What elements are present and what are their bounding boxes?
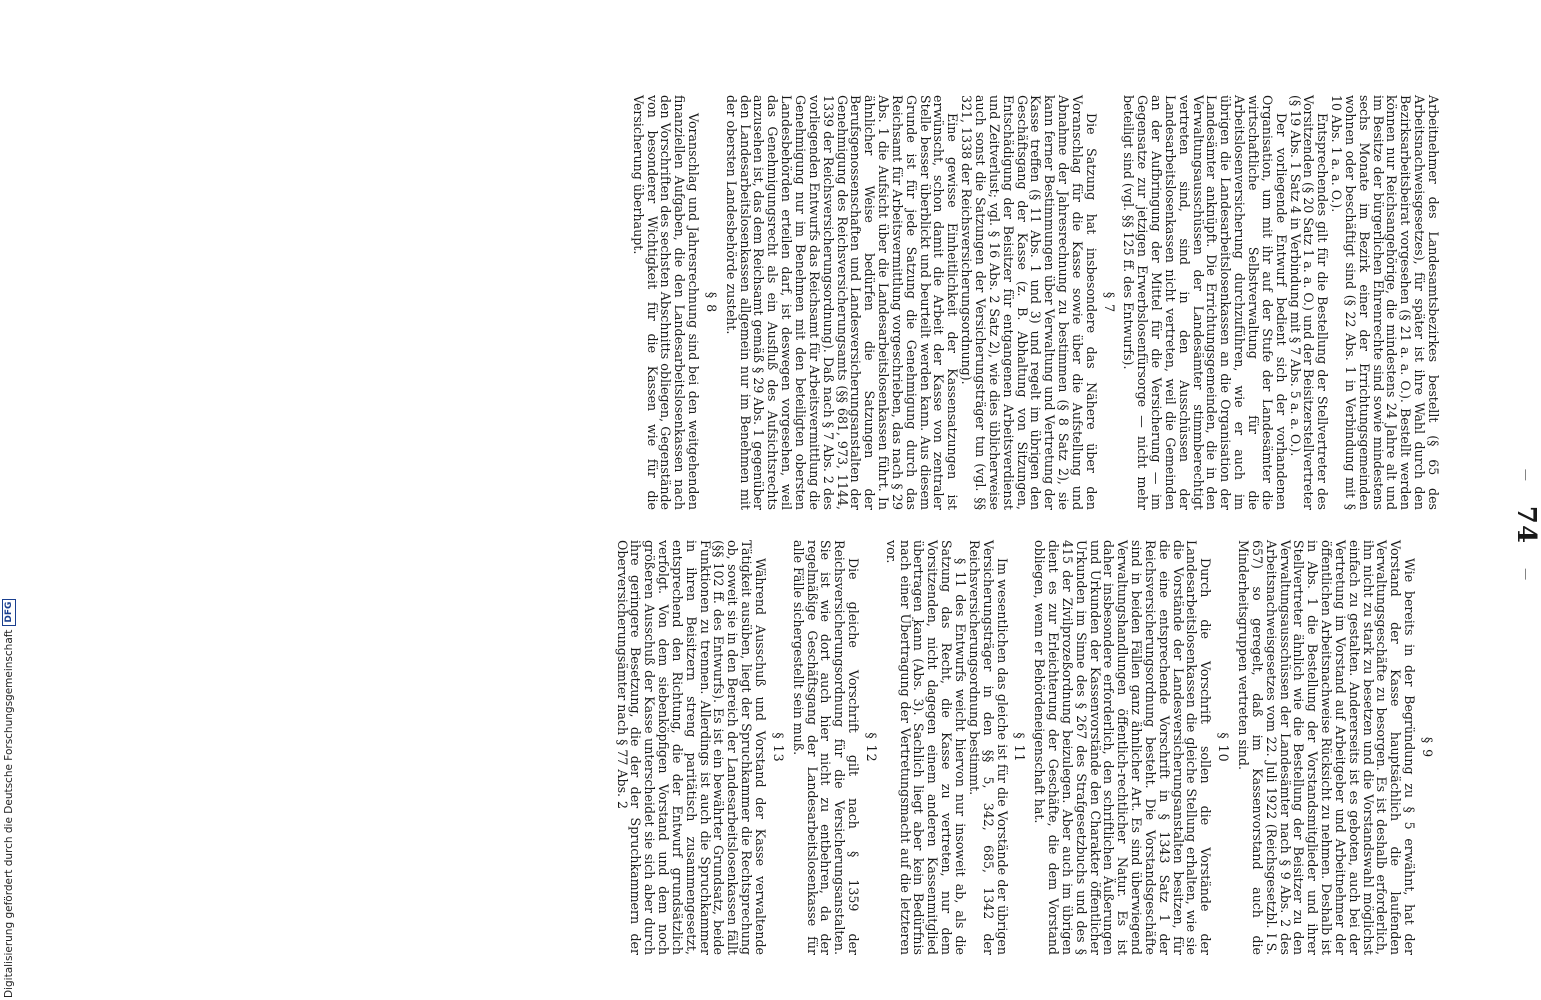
paragraph: Der vorliegende Entwurf bedient sich der vorhandenen Organisation, um mit ihr auf der Stufe der Landesämter die wirtschaftliche Selbstverwaltung für die Arbeitslosenversicherung durchzuführen, wie er auch im übrigen die Landesarbeitslosenkassen an die Organisation der Landesämter anknüpft. Die Errichtungsgemeinden, die in den Verwaltungsausschüssen der Landesämter stimmberechtigt vertreten sind, sind in den Ausschüssen der Landesarbeitslosenkassen nicht vertreten, weil die Gemeinden an der Aufbringung der Mittel für die Versicherung — im Gegensatze zur jetzigen Erwerbslosenfürsorge — nicht mehr beteiligt sind (vgl. §§ 125 ff. des Entwurfs).: [1121, 95, 1289, 510]
digitization-footer: [2, 599, 16, 998]
paragraph: Voranschlag und Jahresrechnung sind bei den weitgehenden finanziellen Aufgaben, die den Landesarbeitslosenkassen nach den Vorschriften des sechsten Abschnitts obliegen, Gegenstände von besonderer Wichtigkeit für die Kassen wie für die Versicherung überhaupt.: [630, 95, 702, 510]
paragraph: Während Ausschuß und Vorstand der Kasse verwaltende Tätigkeit ausüben, liegt der Spruchkammer die Rechtsprechung ob, soweit sie in den Bereich der Landesarbeitslosenkassen fällt (§§ 102 ff. des Entwurfs). Es ist ein bewährter Grundsatz, beide Funktionen zu trennen. Allerdings ist auch die Spruchkammer in ihren Beisitzern streng paritätisch zusammengesetzt, entsprechend den Richtung, die der Entwurf grundsätzlich verfolgt. Von dem siebenköpfigen Vorstand und dem noch größeren Ausschuß der Kasse unterscheidet sie sich aber durch ihre geringere Besetzung, die der der Spruchkammern der Oberversicherungsämter nach § 77 Abs. 2: [614, 540, 769, 955]
paragraph: Wie bereits in der Begründung zu § 5 erwähnt, hat der Vorstand der Kasse hauptsächlich die laufenden Verwaltungsgeschäfte zu besorgen. Es ist deshalb erforderlich, ihn nicht zu stark zu besetzen und die Vorstandswahl möglichst einfach zu gestalten. Andererseits ist es geboten, auch bei der Vertretung im Vorstand auf Arbeitgeber und Arbeitnehmer der öffentlichen Arbeitsnachweise Rücksicht zu nehmen. Deshalb ist in Abs. 1 die Bestellung der Vorstandsmitglieder und ihrer Stellvertreter ähnlich wie die Bestellung der Beisitzer zu den Verwaltungsausschüssen der Landesämter nach § 9 Abs. 2 des Arbeitsnachweisgesetzes vom 22. Juli 1922 (Reichsgesetzbl. I S. 657) so geregelt, daß im Kassenvorstand auch die Minderheitsgruppen vertreten sind.: [1236, 540, 1418, 955]
rotated-page: [120, 95, 1541, 955]
right-column: [615, 540, 1440, 955]
section-heading: § 11: [1012, 732, 1028, 763]
paragraph: Die gleiche Vorschrift gilt nach § 1359 der Reichsversicherungsordnung für die Versicherungsanstalten. Sie ist wie dort auch hier nicht zu entbehren, da der regelmäßige Geschäftsgang der Landesarbeitslosenkasse für alle Fälle sichergestellt sein muß.: [790, 540, 862, 955]
paragraph: Entsprechendes gilt für die Bestellung der Stellvertreter des Vorsitzenden (§ 20 Satz 1 a. a. O.) und der Beisitzerstellvertreter (§ 19 Abs. 1 Satz 4 in Verbindung mit § 7 Abs. 5 a. a. O.).: [1287, 95, 1331, 510]
section-heading: § 10: [1216, 732, 1232, 763]
header-dash-right: —: [1518, 568, 1533, 582]
dfg-logo: DFG: [2, 599, 16, 626]
footer-text: Digitalisierung gefördert durch die Deutsche Forschungsgemeinschaft: [3, 629, 15, 998]
paragraph: Die Satzung hat insbesondere das Nähere über den Voranschlag für die Kasse sowie über die Aufstellung und Abnahme der Jahresrechnung zu bestimmen (§ 8 Satz 2), sie kann ferner Bestimmungen über Verwaltung und Vertretung der Kasse treffen (§ 11 Abs. 1 und 3) und regelt im übrigen den Geschäftsgang der Kasse (z. B. Abhaltung von Sitzungen, Entschädigung der Beisitzer für entgangenen Arbeitsverdienst und Zeitverlust; vgl. § 16 Abs. 2 Satz 2), wie dies üblicherweise auch sonst die Satzungen der Versicherungsträger tun (vgl. §§ 321, 1338 der Reichsversicherungsordnung).: [959, 95, 1099, 510]
page-header: [1511, 95, 1541, 955]
section-heading: § 13: [770, 732, 786, 763]
section-heading: § 9: [1420, 736, 1435, 759]
section-heading: § 7: [1101, 291, 1117, 314]
paragraph: Eine gewisse Einheitlichkeit der Kassensatzungen ist erwünscht, schon damit die Arbeit der Kasse von zentraler Stelle besser überblickt und beurteilt werden kann. Aus diesem Grunde ist für jede Satzung die Genehmigung durch das Reichsamt für Arbeitsvermittlung vorgeschrieben, das nach § 29 Abs. 1 die Aufsicht über die Landesarbeitslosenkassen führt. In ähnlicher Weise bedürfen die Satzungen der Berufsgenossenschaften und Landesversicherungsanstalten der Genehmigung des Reichsversicherungsamts (§§ 681, 973, 1144, 1339 der Reichsversicherungsordnung). Daß nach § 7 Abs. 2 des vorliegenden Entwurfs das Reichsamt für Arbeitsvermittlung die Genehmigung nur im Benehmen mit den beteiligten obersten Landesbehörden erteilen darf, ist deswegen vorgesehen, weil das Genehmigungsrecht als ein Ausfluß des Aufsichtsrechts anzusehen ist, das dem Reichsamt gemäß § 29 Abs. 1 gegenüber den Landesarbeitslosenkassen allgemein nur im Benehmen mit der obersten Landesbehörde zusteht.: [723, 95, 961, 510]
section-heading: § 8: [703, 291, 719, 314]
section-heading: § 12: [863, 732, 879, 763]
paragraph: Durch die Vorschrift sollen die Vorstände der Landesarbeitslosenkassen die gleiche Stellung erhalten, wie sie die Vorstände der Landesversicherungsanstalten besitzen, für die eine entsprechende Vorschrift in § 1343 Satz 1 der Reichsversicherungsordnung besteht. Die Vorstandsgeschäfte sind in beiden Fällen ganz ähnlicher Art. Es sind überwiegend Verwaltungshandlungen öffentlich-rechtlicher Natur. Es ist daher insbesondere erforderlich, den schriftlichen Äußerungen und Urkunden der Kassenvorstände den Charakter öffentlicher Urkunden im Sinne des § 267 des Strafgesetzbuchs und des § 415 der Zivilprozeßordnung beizulegen. Aber auch im übrigen dient es zur Erleichterung der Geschäfte, die dem Vorstand obliegen, wenn er Behördeneigenschaft hat.: [1032, 540, 1214, 955]
paragraph: § 11 des Entwurfs weicht hiervon nur insoweit ab, als die Satzung das Recht, die Kasse zu vertreten, nur dem Vorsitzenden, nicht dagegen einem anderen Kassenmitglied übertragen kann (Abs. 3). Sachlich liegt aber kein Bedürfnis nach einer Übertragung der Vertretungsmacht auf die letzteren vor.: [883, 540, 968, 955]
paragraph: Arbeitnehmer des Landesamtsbezirkes bestellt (§ 65 des Arbeitsnachweisgesetzes), für später ist ihre Wahl durch den Bezirksarbeitsbeirat vorgesehen (§ 21 a. a. O.). Bestellt werden können nur Reichsangehörige, die mindestens 24 Jahre alt und im Besitze der bürgerlichen Ehrenrechte sind sowie mindestens sechs Monate im Bezirk einer der Errichtungsgemeinden wohnen oder beschäftigt sind (§ 22 Abs. 1 in Verbindung mit § 10 Abs. 1 a. a. O.).: [1329, 95, 1441, 510]
header-dash-left: —: [1518, 468, 1533, 482]
paragraph: Im wesentlichen das gleiche ist für die Vorstände der übrigen Versicherungsträger in den §§ 5, 342, 685, 1342 der Reichsversicherungsordnung bestimmt.: [966, 540, 1010, 955]
page-number: 74: [1511, 505, 1541, 545]
left-column: [631, 95, 1440, 510]
